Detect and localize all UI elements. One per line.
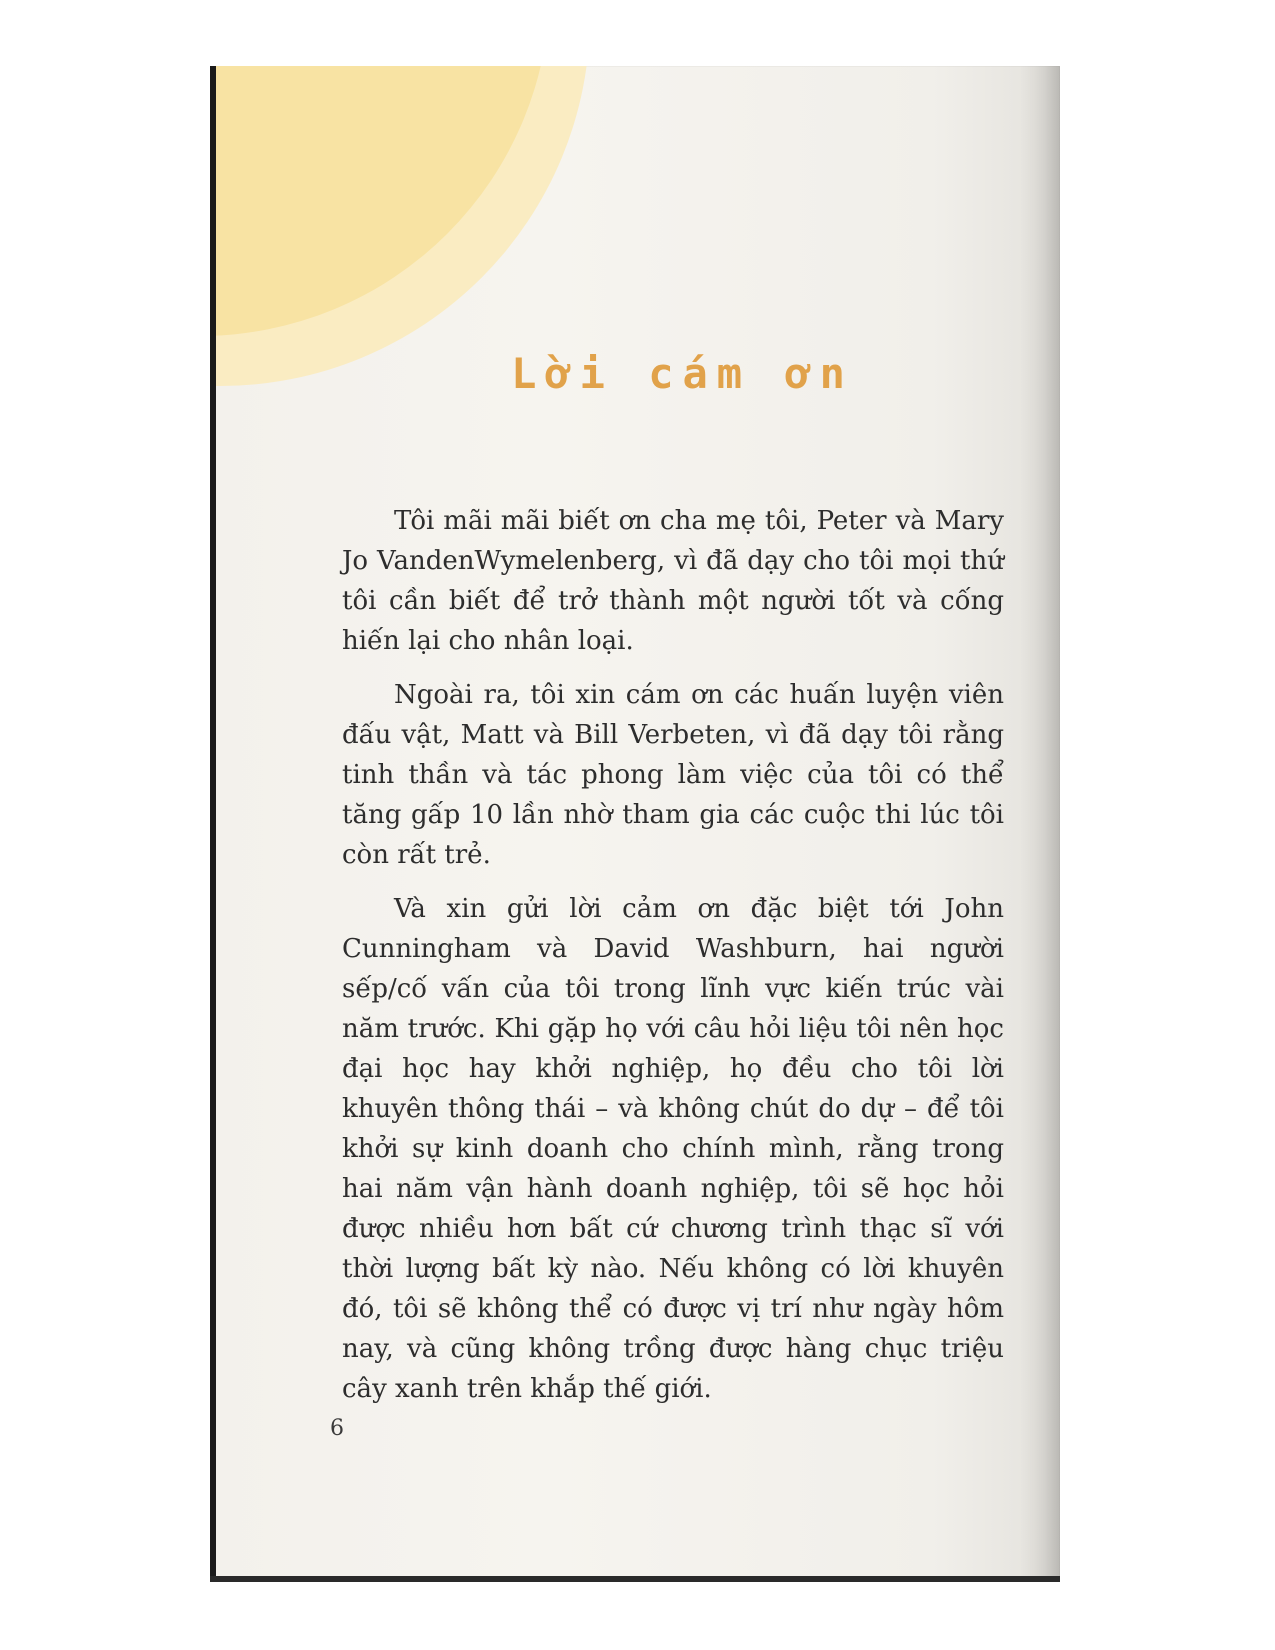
- book-spine-edge: [210, 66, 216, 1582]
- page-number: 6: [330, 1416, 344, 1441]
- paragraph-mentors: Và xin gửi lời cảm ơn đặc biệt tới John Cunningham và David Washburn, hai người sếp/cố vấn của tôi trong lĩnh vực kiến trúc vài năm trước. Khi gặp họ với câu hỏi liệu tôi nên học đại học hay khởi nghiệp, họ đều cho tôi lời khuyên thông thái – và không chút do dự – để tôi khởi sự kinh doanh cho chính mình, rằng trong hai năm vận hành doanh nghiệp, tôi sẽ học hỏi được nhiều hơn bất cứ chương trình thạc sĩ với thời lượng bất kỳ nào. Nếu không có lời khuyên đó, tôi sẽ không thể có được vị trí như ngày hôm nay, và cũng không trồng được hàng chục triệu cây xanh trên khắp thế giới.: [342, 894, 1004, 1404]
- book-bottom-edge: [210, 1576, 1060, 1582]
- paragraph-parents: Tôi mãi mãi biết ơn cha mẹ tôi, Peter và Mary Jo VandenWymelenberg, vì đã dạy cho tôi mọi thứ tôi cần biết để trở thành một người tốt và cống hiến lại cho nhân loại.: [342, 506, 1004, 656]
- page-title: Lời cám ơn: [511, 349, 854, 399]
- page-edge-shadow: [1020, 66, 1060, 1582]
- book-page: [210, 66, 1060, 1582]
- body-text: [342, 501, 1004, 1423]
- paragraph-coaches: Ngoài ra, tôi xin cám ơn các huấn luyện viên đấu vật, Matt và Bill Verbeten, vì đã dạy tôi rằng tinh thần và tác phong làm việc của tôi có thể tăng gấp 10 lần nhờ tham gia các cuộc thi lúc tôi còn rất trẻ.: [342, 680, 1004, 870]
